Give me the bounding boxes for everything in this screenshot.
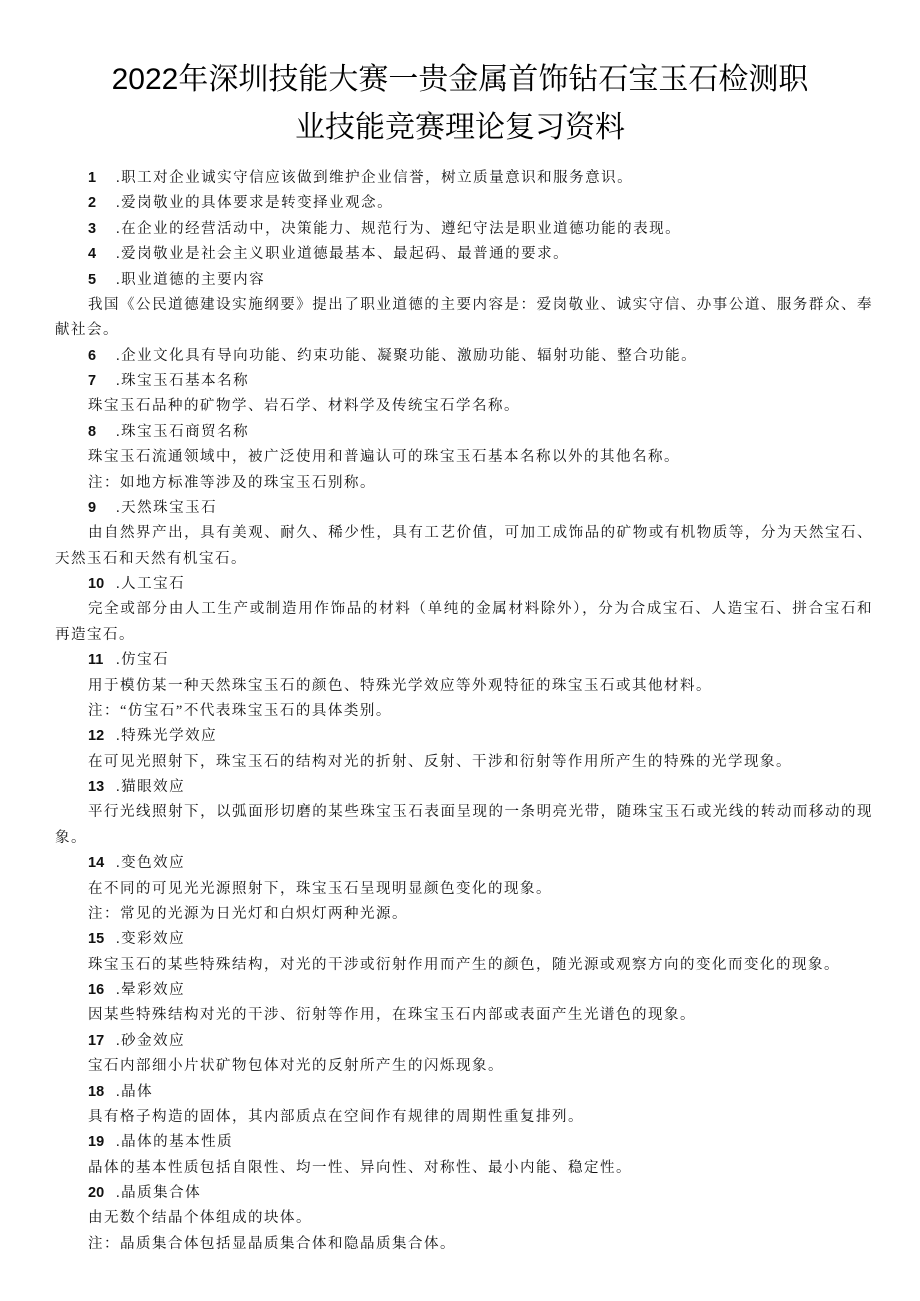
item-paragraph: 由自然界产出，具有美观、耐久、稀少性，具有工艺价值，可加工成饰品的矿物或有机物质等，分为天然宝石、天然玉石和天然有机宝石。 (55, 525, 873, 567)
item-heading-text: .晶质集合体 (116, 1185, 202, 1201)
item-number: 6 (88, 347, 97, 364)
item-heading (55, 1080, 873, 1105)
document-body (55, 166, 873, 1257)
item-heading (55, 648, 873, 673)
item-number: 4 (88, 246, 97, 263)
item-paragraph: 珠宝玉石品种的矿物学、岩石学、材料学及传统宝石学名称。 (88, 398, 520, 415)
item-heading-text: .职工对企业诚实守信应该做到维护企业信誉，树立质量意识和服务意识。 (116, 170, 634, 186)
item-number: 15 (88, 931, 105, 948)
item-paragraph: 平行光线照射下，以弧面形切磨的某些珠宝玉石表面呈现的一条明亮光带，随珠宝玉石或光线的转动而移动的现象。 (55, 804, 873, 846)
item-heading-text: .珠宝玉石基本名称 (116, 373, 250, 389)
item-heading-text: .晶体的基本性质 (116, 1134, 234, 1151)
item-number: 3 (88, 220, 97, 237)
item-heading-text: .在企业的经营活动中，决策能力、规范行为、遵纪守法是职业道德功能的表现。 (116, 220, 682, 237)
item-heading (55, 978, 873, 1003)
item-heading (55, 191, 873, 216)
item-heading (55, 724, 873, 749)
item-paragraph: 因某些特殊结构对光的干涉、衍射等作用，在珠宝玉石内部或表面产生光谱色的现象。 (88, 1007, 696, 1024)
item-number: 14 (88, 855, 105, 872)
item-heading-text: .变色效应 (116, 855, 186, 872)
item-note: 注：晶质集合体包括显晶质集合体和隐晶质集合体。 (88, 1235, 456, 1252)
item-heading (55, 851, 873, 876)
item-number: 9 (88, 499, 97, 516)
item-number: 1 (88, 170, 97, 186)
item-paragraph: 珠宝玉石流通领域中，被广泛使用和普遍认可的珠宝玉石基本名称以外的其他名称。 (88, 449, 680, 466)
item-note: 注：如地方标准等涉及的珠宝玉石别称。 (88, 474, 376, 491)
item-heading-text: .爱岗敬业的具体要求是转变择业观念。 (116, 195, 394, 212)
item-heading (55, 344, 873, 369)
item-heading-text: .仿宝石 (116, 652, 170, 669)
item-paragraph: 晶体的基本性质包括自限性、均一性、异向性、对称性、最小内能、稳定性。 (88, 1159, 632, 1176)
item-number: 13 (88, 779, 105, 795)
item-number: 11 (88, 652, 104, 669)
item-heading (55, 572, 873, 597)
item-heading-text: .猫眼效应 (116, 779, 186, 795)
item-number: 8 (88, 423, 97, 440)
item-heading (55, 268, 873, 293)
item-heading-text: .企业文化具有导向功能、约束功能、凝聚功能、激励功能、辐射功能、整合功能。 (116, 347, 698, 364)
item-number: 10 (88, 576, 105, 592)
item-heading (55, 217, 873, 242)
item-paragraph: 珠宝玉石的某些特殊结构，对光的干涉或衍射作用而产生的颜色，随光源或观察方向的变化而变化的现象。 (88, 956, 840, 973)
item-paragraph: 宝石内部细小片状矿物包体对光的反射所产生的闪烁现象。 (88, 1058, 504, 1075)
item-paragraph: 在不同的可见光光源照射下，珠宝玉石呈现明显颜色变化的现象。 (88, 880, 552, 897)
item-heading (55, 1130, 873, 1155)
item-paragraph: 在可见光照射下，珠宝玉石的结构对光的折射、反射、干涉和衍射等作用所产生的特殊的光学现象。 (88, 753, 792, 770)
item-heading (55, 166, 873, 191)
item-heading-text: .爱岗敬业是社会主义职业道德最基本、最起码、最普通的要求。 (116, 246, 570, 263)
item-number: 19 (88, 1134, 105, 1151)
item-heading-text: .珠宝玉石商贸名称 (116, 423, 250, 440)
item-heading-text: .人工宝石 (116, 576, 186, 592)
item-note: 注：常见的光源为日光灯和白炽灯两种光源。 (88, 905, 408, 922)
item-number: 16 (88, 982, 105, 998)
item-heading (55, 775, 873, 800)
item-heading (55, 242, 873, 267)
item-number: 7 (88, 373, 97, 389)
item-heading-text: .特殊光学效应 (116, 728, 218, 745)
item-number: 20 (88, 1185, 105, 1201)
item-paragraph: 具有格子构造的固体，其内部质点在空间作有规律的周期性重复排列。 (88, 1108, 584, 1125)
item-heading (55, 496, 873, 521)
item-heading-text: .职业道德的主要内容 (116, 271, 266, 288)
item-heading-text: .变彩效应 (116, 931, 186, 948)
item-number: 12 (88, 728, 105, 745)
item-heading (55, 420, 873, 445)
item-heading-text: .晕彩效应 (116, 982, 186, 998)
item-heading (55, 369, 873, 394)
item-note: 注：“仿宝石”不代表珠宝玉石的具体类别。 (88, 702, 392, 719)
item-paragraph: 我国《公民道德建设实施纲要》提出了职业道德的主要内容是：爱岗敬业、诚实守信、办事公道、服务群众、奉献社会。 (55, 296, 873, 339)
item-number: 2 (88, 195, 97, 212)
item-heading (55, 927, 873, 952)
item-heading (55, 1029, 873, 1054)
title-line-2: 业技能竞赛理论复习资料 (295, 111, 625, 144)
item-heading-text: .晶体 (116, 1083, 154, 1100)
item-paragraph: 由无数个结晶个体组成的块体。 (88, 1210, 312, 1227)
item-paragraph: 用于模仿某一种天然珠宝玉石的颜色、特殊光学效应等外观特征的珠宝玉石或其他材料。 (88, 677, 712, 694)
item-heading-text: .天然珠宝玉石 (116, 499, 218, 516)
item-number: 18 (88, 1083, 105, 1100)
item-heading-text: .砂金效应 (116, 1032, 186, 1049)
document-title (20, 0, 900, 152)
item-number: 5 (88, 271, 97, 288)
item-heading (55, 1181, 873, 1206)
title-line-1: 2022年深圳技能大赛一贵金属首饰钻石宝玉石检测职 (111, 63, 809, 96)
item-number: 17 (88, 1032, 105, 1049)
item-paragraph: 完全或部分由人工生产或制造用作饰品的材料（单纯的金属材料除外），分为合成宝石、人造宝石、拼合宝石和再造宝石。 (55, 601, 873, 643)
